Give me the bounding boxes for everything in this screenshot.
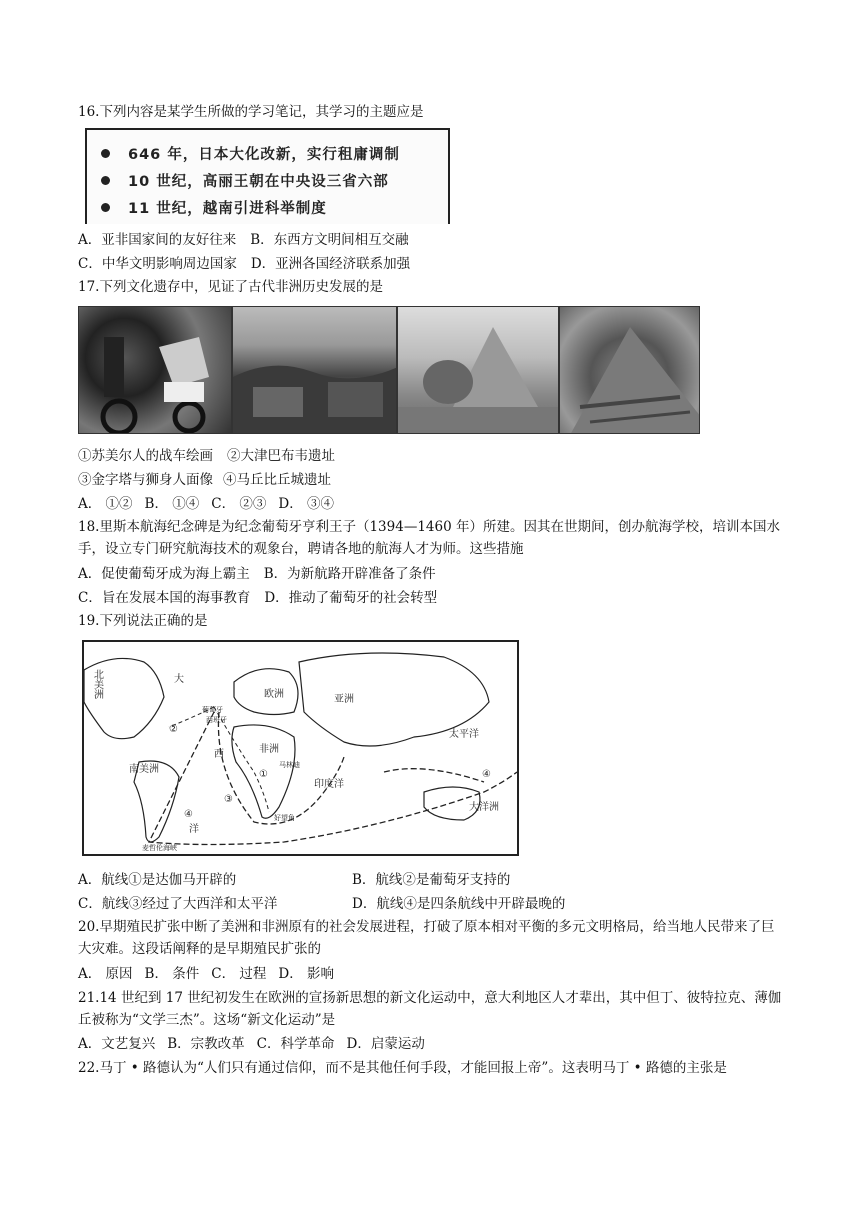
- question-19-stem: 19.下列说法正确的是: [78, 613, 208, 629]
- option-b[interactable]: B．为新航路开辟准备了条件: [263, 566, 436, 582]
- bullet-icon: [101, 176, 110, 185]
- option-a[interactable]: A．文艺复兴: [78, 1036, 156, 1052]
- option-c[interactable]: C．航线③经过了大西洋和太平洋: [78, 896, 278, 912]
- option-d[interactable]: D． ③④: [278, 496, 335, 512]
- question-20-stem: 20.早期殖民扩张中断了美洲和非洲原有的社会发展进程，打破了原本相对平衡的多元文明格局，给当地人民带来了巨大灾难。这段话阐释的是早期殖民扩张的: [78, 919, 775, 957]
- option-c[interactable]: C．中华文明影响周边国家: [78, 256, 237, 272]
- map-label-spain: 西班牙: [206, 716, 227, 724]
- question-17-options: [78, 493, 334, 515]
- question-16-options-row1: [78, 229, 409, 251]
- option-b[interactable]: B． ①④: [144, 496, 200, 512]
- bullet-icon: [101, 203, 110, 212]
- question-17-items-row1: ①苏美尔人的战车绘画 ②大津巴布韦遗址: [78, 448, 335, 464]
- pyramid-sphinx-image: [397, 306, 559, 434]
- chariot-painting-image: [78, 306, 232, 434]
- question-16-stem: 16.下列内容是某学生所做的学习笔记，其学习的主题应是: [78, 104, 424, 120]
- machu-picchu-image: [559, 306, 700, 434]
- map-label-cape: 好望角: [274, 814, 295, 822]
- map-label-asia: 亚洲: [334, 694, 354, 705]
- note-item: 646 年，日本大化改新，实行租庸调制: [101, 140, 448, 167]
- option-b[interactable]: B．东西方文明间相互交融: [250, 232, 409, 248]
- map-label-pacific: 太平洋: [449, 729, 479, 740]
- option-a[interactable]: A． ①②: [78, 496, 133, 512]
- map-label-magellan: 麦哲伦海峡: [142, 844, 177, 852]
- option-d[interactable]: D． 影响: [278, 966, 335, 982]
- question-20-options: [78, 963, 334, 985]
- map-label-malindi: 马林迪: [279, 761, 300, 769]
- question-18-stem: 18.里斯本航海纪念碑是为纪念葡萄牙亨利王子（1394—1460 年）所建。因其在世期间，创办航海学校，培训本国水手，设立专门研究航海技术的观象台，聘请各地的航海人才为师。这些措施: [78, 519, 780, 557]
- map-label-indian-ocean: 印度洋: [314, 779, 344, 790]
- great-zimbabwe-image: [232, 306, 397, 434]
- option-b[interactable]: B． 条件: [144, 966, 200, 982]
- map-label-route-2: ②: [169, 724, 178, 735]
- new-sea-routes-map: [82, 640, 519, 856]
- map-label-yang: 洋: [189, 824, 199, 835]
- map-label-route-4b: ④: [482, 769, 491, 780]
- option-d[interactable]: D．亚洲各国经济联系加强: [250, 256, 411, 272]
- question-22-stem: 22.马丁 • 路德认为“人们只有通过信仰，而不是其他任何手段，才能回报上帝”。这表明马丁 • 路德的主张是: [78, 1060, 727, 1076]
- map-label-route-4a: ④: [184, 809, 193, 820]
- option-b[interactable]: B．宗教改革: [167, 1036, 245, 1052]
- map-label-portugal: 葡萄牙: [202, 706, 223, 714]
- option-d[interactable]: D．启蒙运动: [346, 1036, 425, 1052]
- question-16-options-row2: [78, 253, 410, 275]
- map-label-south-america: 南美洲: [129, 764, 159, 775]
- map-label-route-1: ①: [259, 769, 268, 780]
- study-notes-box: [85, 128, 450, 224]
- option-b[interactable]: B．航线②是葡萄牙支持的: [352, 872, 511, 888]
- option-a[interactable]: A．航线①是达伽马开辟的: [78, 872, 237, 888]
- question-19-options-row2: [78, 893, 565, 915]
- map-label-europe: 欧洲: [264, 689, 284, 700]
- option-c[interactable]: C． 过程: [211, 966, 267, 982]
- option-c[interactable]: C． ②③: [211, 496, 267, 512]
- map-label-da: 大: [174, 674, 184, 685]
- question-19-options-row1: [78, 869, 510, 891]
- question-21-options: [78, 1033, 425, 1055]
- question-18-options-row1: [78, 563, 436, 585]
- map-label-north-america: 北美洲: [94, 670, 104, 701]
- note-item: 11 世纪，越南引进科举制度: [101, 194, 448, 221]
- option-a[interactable]: A． 原因: [78, 966, 133, 982]
- option-d[interactable]: D．推动了葡萄牙的社会转型: [264, 590, 438, 606]
- option-d[interactable]: D．航线④是四条航线中开辟最晚的: [352, 896, 566, 912]
- bullet-icon: [101, 149, 110, 158]
- question-21-stem: 21.14 世纪到 17 世纪初发生在欧洲的宣扬新思想的新文化运动中，意大利地区人才辈出，其中但丁、彼特拉克、薄伽丘被称为“文学三杰”。这场“新文化运动”是: [78, 990, 782, 1028]
- question-17-items-row2: ③金字塔与狮身人面像 ④马丘比丘城遗址: [78, 472, 331, 488]
- map-label-xi: 西: [214, 749, 224, 760]
- option-c[interactable]: C．科学革命: [256, 1036, 335, 1052]
- question-18-options-row2: [78, 587, 437, 609]
- option-c[interactable]: C．旨在发展本国的海事教育: [78, 590, 251, 606]
- option-a[interactable]: A．促使葡萄牙成为海上霸主: [78, 566, 250, 582]
- option-a[interactable]: A．亚非国家间的友好往来: [78, 232, 237, 248]
- note-item: 10 世纪，高丽王朝在中央设三省六部: [101, 167, 448, 194]
- map-label-route-3: ③: [224, 794, 233, 805]
- question-17-stem: 17.下列文化遗存中，见证了古代非洲历史发展的是: [78, 279, 383, 295]
- map-label-africa: 非洲: [259, 744, 279, 755]
- map-label-oceania: 大洋洲: [469, 802, 499, 813]
- heritage-photos: [78, 306, 700, 434]
- route-4b-line: [384, 769, 484, 782]
